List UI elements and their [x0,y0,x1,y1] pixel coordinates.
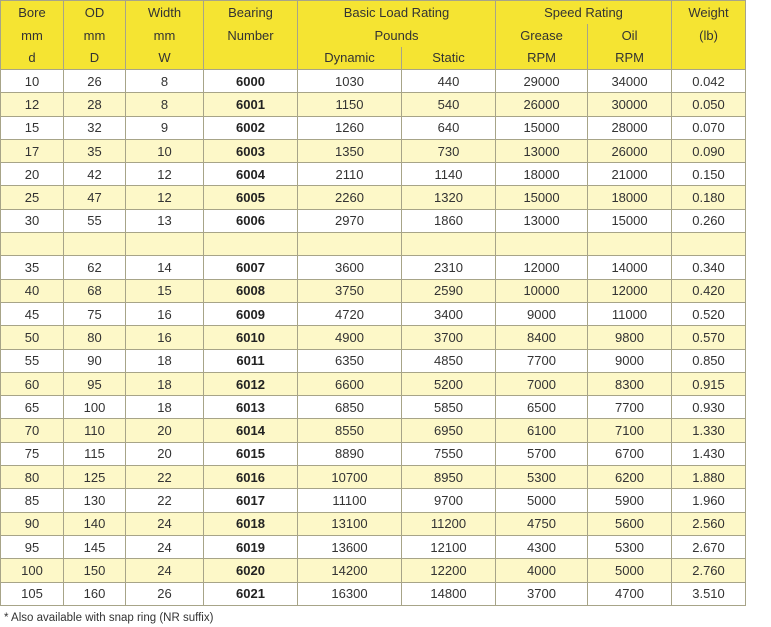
header-speed-title: Speed Rating [496,1,672,24]
cell-weight: 0.340 [672,256,746,279]
cell-dynamic-load: 16300 [298,582,402,605]
table-row [1,396,746,419]
header-speed-oil: Oil [588,24,672,47]
cell-weight: 2.760 [672,559,746,582]
cell-od: 115 [64,442,126,465]
cell-bore: 70 [1,419,64,442]
cell-dynamic-load: 8550 [298,419,402,442]
cell-grease-speed: 5700 [496,442,588,465]
cell-weight: 0.930 [672,396,746,419]
cell-bore: 55 [1,349,64,372]
table-row [1,256,746,279]
spacer-cell [588,233,672,256]
cell-od: 90 [64,349,126,372]
cell-oil-speed: 9800 [588,326,672,349]
table-row [1,279,746,302]
table-row [1,326,746,349]
cell-bearing-number: 6015 [204,442,298,465]
cell-grease-speed: 15000 [496,116,588,139]
cell-static-load: 5850 [402,396,496,419]
cell-bearing-number: 6006 [204,209,298,232]
cell-bearing-number: 6003 [204,139,298,162]
table-row [1,442,746,465]
header-speed-oil-unit: RPM [588,47,672,70]
spacer-cell [64,233,126,256]
cell-weight: 0.042 [672,70,746,93]
cell-static-load: 1140 [402,163,496,186]
cell-od: 95 [64,372,126,395]
cell-bore: 105 [1,582,64,605]
cell-od: 75 [64,302,126,325]
table-row [1,93,746,116]
cell-static-load: 730 [402,139,496,162]
cell-od: 145 [64,535,126,558]
header-bore-label: Bore [1,1,64,24]
cell-bearing-number: 6012 [204,372,298,395]
cell-static-load: 11200 [402,512,496,535]
cell-bore: 50 [1,326,64,349]
cell-weight: 0.070 [672,116,746,139]
cell-oil-speed: 5900 [588,489,672,512]
cell-grease-speed: 29000 [496,70,588,93]
cell-od: 42 [64,163,126,186]
cell-oil-speed: 6200 [588,466,672,489]
cell-dynamic-load: 10700 [298,466,402,489]
spacer-cell [496,233,588,256]
cell-width: 24 [126,512,204,535]
table-row [1,419,746,442]
cell-bearing-number: 6017 [204,489,298,512]
cell-grease-speed: 5000 [496,489,588,512]
footnote: * Also available with snap ring (NR suffix) [4,612,214,624]
cell-dynamic-load: 3750 [298,279,402,302]
header-load-unit: Pounds [298,24,496,47]
cell-static-load: 540 [402,93,496,116]
cell-weight: 0.050 [672,93,746,116]
cell-bore: 85 [1,489,64,512]
cell-bore: 15 [1,116,64,139]
cell-grease-speed: 6500 [496,396,588,419]
cell-bearing-number: 6011 [204,349,298,372]
cell-grease-speed: 4750 [496,512,588,535]
cell-static-load: 12100 [402,535,496,558]
cell-width: 16 [126,302,204,325]
cell-width: 20 [126,419,204,442]
cell-weight: 0.915 [672,372,746,395]
table-row [1,70,746,93]
cell-oil-speed: 26000 [588,139,672,162]
cell-bore: 20 [1,163,64,186]
cell-oil-speed: 5300 [588,535,672,558]
cell-bore: 30 [1,209,64,232]
cell-od: 26 [64,70,126,93]
cell-weight: 0.570 [672,326,746,349]
cell-width: 15 [126,279,204,302]
cell-bearing-number: 6016 [204,466,298,489]
header-width-label: Width [126,1,204,24]
cell-od: 47 [64,186,126,209]
cell-dynamic-load: 13600 [298,535,402,558]
cell-grease-speed: 15000 [496,186,588,209]
spacer-cell [402,233,496,256]
table-header [1,1,746,70]
header-od-label: OD [64,1,126,24]
cell-oil-speed: 5600 [588,512,672,535]
cell-bore: 65 [1,396,64,419]
cell-grease-speed: 18000 [496,163,588,186]
cell-grease-speed: 10000 [496,279,588,302]
cell-od: 125 [64,466,126,489]
cell-bore: 95 [1,535,64,558]
spacer-cell [672,233,746,256]
cell-bearing-number: 6021 [204,582,298,605]
cell-static-load: 7550 [402,442,496,465]
cell-bore: 40 [1,279,64,302]
cell-width: 10 [126,139,204,162]
cell-width: 13 [126,209,204,232]
cell-width: 24 [126,559,204,582]
header-bearing-label: Bearing [204,1,298,24]
cell-bore: 25 [1,186,64,209]
cell-oil-speed: 7100 [588,419,672,442]
cell-oil-speed: 34000 [588,70,672,93]
cell-bearing-number: 6009 [204,302,298,325]
cell-static-load: 1320 [402,186,496,209]
header-load-dynamic: Dynamic [298,47,402,70]
cell-static-load: 5200 [402,372,496,395]
cell-dynamic-load: 6600 [298,372,402,395]
table-row [1,512,746,535]
cell-oil-speed: 14000 [588,256,672,279]
cell-static-load: 6950 [402,419,496,442]
cell-dynamic-load: 4900 [298,326,402,349]
cell-oil-speed: 12000 [588,279,672,302]
cell-grease-speed: 5300 [496,466,588,489]
cell-weight: 1.880 [672,466,746,489]
cell-grease-speed: 4300 [496,535,588,558]
cell-width: 18 [126,396,204,419]
cell-bearing-number: 6019 [204,535,298,558]
cell-od: 160 [64,582,126,605]
cell-dynamic-load: 1150 [298,93,402,116]
cell-od: 110 [64,419,126,442]
cell-bearing-number: 6008 [204,279,298,302]
cell-oil-speed: 4700 [588,582,672,605]
cell-oil-speed: 8300 [588,372,672,395]
cell-dynamic-load: 8890 [298,442,402,465]
cell-dynamic-load: 2970 [298,209,402,232]
cell-bearing-number: 6018 [204,512,298,535]
cell-dynamic-load: 2260 [298,186,402,209]
cell-od: 150 [64,559,126,582]
cell-dynamic-load: 6350 [298,349,402,372]
cell-od: 35 [64,139,126,162]
cell-dynamic-load: 6850 [298,396,402,419]
cell-width: 9 [126,116,204,139]
cell-grease-speed: 26000 [496,93,588,116]
header-od-symbol: D [64,47,126,70]
cell-od: 55 [64,209,126,232]
spacer-cell [1,233,64,256]
table-row [1,302,746,325]
cell-oil-speed: 30000 [588,93,672,116]
cell-oil-speed: 28000 [588,116,672,139]
cell-bearing-number: 6005 [204,186,298,209]
cell-oil-speed: 6700 [588,442,672,465]
cell-od: 32 [64,116,126,139]
spacer-cell [126,233,204,256]
cell-weight: 1.430 [672,442,746,465]
cell-od: 140 [64,512,126,535]
cell-grease-speed: 7000 [496,372,588,395]
cell-width: 16 [126,326,204,349]
table-row [1,372,746,395]
cell-oil-speed: 18000 [588,186,672,209]
cell-weight: 0.850 [672,349,746,372]
cell-width: 22 [126,466,204,489]
table-row [1,489,746,512]
table-spacer-row [1,233,746,256]
cell-oil-speed: 21000 [588,163,672,186]
header-weight-blank [672,47,746,70]
cell-weight: 0.180 [672,186,746,209]
cell-static-load: 440 [402,70,496,93]
spacer-cell [204,233,298,256]
cell-grease-speed: 7700 [496,349,588,372]
cell-bearing-number: 6001 [204,93,298,116]
cell-od: 62 [64,256,126,279]
cell-od: 80 [64,326,126,349]
cell-bore: 90 [1,512,64,535]
cell-width: 18 [126,349,204,372]
cell-dynamic-load: 1350 [298,139,402,162]
cell-oil-speed: 9000 [588,349,672,372]
cell-weight: 2.560 [672,512,746,535]
cell-grease-speed: 12000 [496,256,588,279]
cell-width: 18 [126,372,204,395]
cell-od: 100 [64,396,126,419]
cell-grease-speed: 13000 [496,209,588,232]
header-speed-grease-unit: RPM [496,47,588,70]
cell-bore: 75 [1,442,64,465]
cell-weight: 0.420 [672,279,746,302]
cell-dynamic-load: 1030 [298,70,402,93]
table-row [1,535,746,558]
cell-od: 68 [64,279,126,302]
table-row [1,582,746,605]
cell-dynamic-load: 13100 [298,512,402,535]
cell-width: 20 [126,442,204,465]
cell-od: 28 [64,93,126,116]
cell-bearing-number: 6020 [204,559,298,582]
cell-weight: 3.510 [672,582,746,605]
header-load-static: Static [402,47,496,70]
cell-width: 12 [126,163,204,186]
cell-bearing-number: 6014 [204,419,298,442]
cell-static-load: 9700 [402,489,496,512]
cell-width: 14 [126,256,204,279]
cell-static-load: 3400 [402,302,496,325]
cell-bearing-number: 6002 [204,116,298,139]
cell-oil-speed: 11000 [588,302,672,325]
cell-dynamic-load: 11100 [298,489,402,512]
cell-bearing-number: 6000 [204,70,298,93]
table-row [1,349,746,372]
cell-weight: 1.960 [672,489,746,512]
header-bore-unit: mm [1,24,64,47]
header-od-unit: mm [64,24,126,47]
cell-weight: 0.150 [672,163,746,186]
header-bore-symbol: d [1,47,64,70]
header-width-symbol: W [126,47,204,70]
cell-bore: 45 [1,302,64,325]
table-row [1,116,746,139]
cell-width: 8 [126,70,204,93]
cell-width: 26 [126,582,204,605]
cell-grease-speed: 13000 [496,139,588,162]
header-weight-label: Weight [672,1,746,24]
cell-bearing-number: 6004 [204,163,298,186]
cell-grease-speed: 6100 [496,419,588,442]
cell-dynamic-load: 4720 [298,302,402,325]
cell-weight: 0.260 [672,209,746,232]
spacer-cell [298,233,402,256]
cell-static-load: 2310 [402,256,496,279]
cell-bearing-number: 6013 [204,396,298,419]
cell-bore: 80 [1,466,64,489]
cell-grease-speed: 3700 [496,582,588,605]
cell-bore: 35 [1,256,64,279]
cell-static-load: 14800 [402,582,496,605]
cell-grease-speed: 8400 [496,326,588,349]
cell-static-load: 640 [402,116,496,139]
cell-width: 22 [126,489,204,512]
cell-static-load: 1860 [402,209,496,232]
cell-bearing-number: 6010 [204,326,298,349]
table-row [1,559,746,582]
cell-oil-speed: 5000 [588,559,672,582]
cell-bore: 60 [1,372,64,395]
header-load-title: Basic Load Rating [298,1,496,24]
cell-static-load: 12200 [402,559,496,582]
cell-static-load: 2590 [402,279,496,302]
cell-bore: 10 [1,70,64,93]
cell-bearing-number: 6007 [204,256,298,279]
header-bearing-number: Number [204,24,298,47]
table-row [1,466,746,489]
cell-width: 8 [126,93,204,116]
cell-dynamic-load: 14200 [298,559,402,582]
header-width-unit: mm [126,24,204,47]
header-bearing-blank [204,47,298,70]
table-row [1,209,746,232]
cell-bore: 12 [1,93,64,116]
cell-weight: 0.520 [672,302,746,325]
cell-grease-speed: 9000 [496,302,588,325]
cell-static-load: 4850 [402,349,496,372]
cell-weight: 0.090 [672,139,746,162]
cell-dynamic-load: 2110 [298,163,402,186]
table-row [1,139,746,162]
cell-width: 24 [126,535,204,558]
header-speed-grease: Grease [496,24,588,47]
cell-static-load: 3700 [402,326,496,349]
header-weight-unit: (lb) [672,24,746,47]
cell-oil-speed: 7700 [588,396,672,419]
cell-od: 130 [64,489,126,512]
cell-static-load: 8950 [402,466,496,489]
cell-bore: 17 [1,139,64,162]
cell-width: 12 [126,186,204,209]
table-row [1,186,746,209]
cell-dynamic-load: 1260 [298,116,402,139]
cell-dynamic-load: 3600 [298,256,402,279]
cell-bore: 100 [1,559,64,582]
cell-weight: 1.330 [672,419,746,442]
table-row [1,163,746,186]
cell-grease-speed: 4000 [496,559,588,582]
cell-oil-speed: 15000 [588,209,672,232]
table-body [1,70,746,606]
cell-weight: 2.670 [672,535,746,558]
